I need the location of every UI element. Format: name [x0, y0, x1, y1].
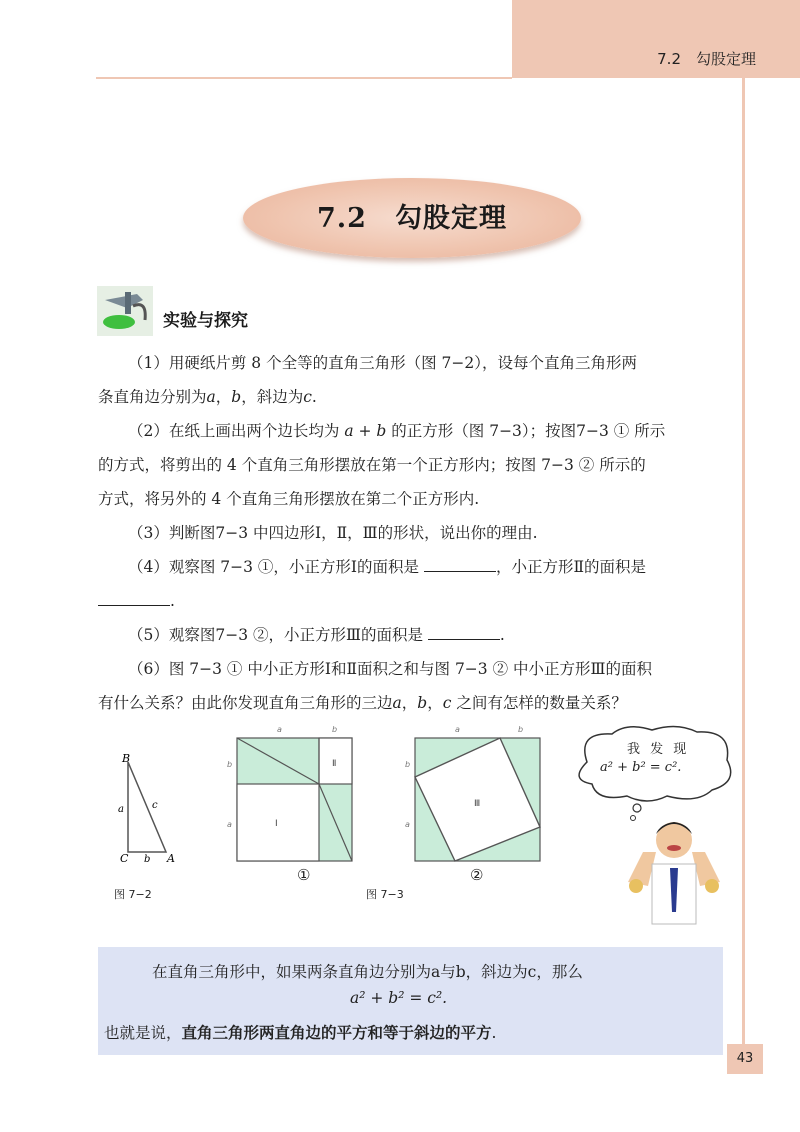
step-4-line-1: （4）观察图 7−3 ①，小正方形Ⅰ的面积是 ，小正方形Ⅱ的面积是 — [128, 558, 647, 576]
side-c-label: c — [152, 800, 158, 811]
step-3: （3）判断图7−3 中四边形Ⅰ，Ⅱ，Ⅲ的形状，说出你的理由. — [128, 524, 538, 542]
svg-text:Ⅱ: Ⅱ — [332, 759, 337, 769]
step-1-line-2: 条直角边分别为a，b，斜边为c. — [98, 388, 317, 406]
side-rule — [742, 78, 745, 1044]
svg-text:a: a — [277, 725, 282, 734]
svg-text:a: a — [227, 820, 232, 829]
svg-text:a: a — [405, 820, 410, 829]
figure-7-3-caption: 图 7−3 — [366, 888, 404, 901]
svg-text:Ⅰ: Ⅰ — [275, 819, 278, 829]
student-illustration — [618, 812, 730, 930]
section-title: 实验与探究 — [163, 311, 248, 331]
figure-sub-label-1: ① — [297, 866, 311, 884]
svg-text:b: b — [332, 725, 338, 734]
side-a-label: a — [118, 804, 124, 815]
figure-7-3-square-1 — [222, 722, 357, 867]
step-2-line-3: 方式，将另外的 4 个直角三角形摆放在第二个正方形内. — [98, 490, 480, 508]
vertex-c-label: C — [120, 852, 129, 864]
section-heading: 7.2 勾股定理 — [317, 203, 507, 234]
step-2-line-1: （2）在纸上画出两个边长均为 a + b 的正方形（图 7−3）；按图7−3 ① 所示 — [128, 422, 666, 440]
exploration-steps — [98, 346, 722, 720]
running-title: 7.2 勾股定理 — [657, 50, 756, 68]
header-tab — [512, 0, 800, 78]
vertex-a-label: A — [167, 852, 175, 864]
side-b-label: b — [144, 854, 151, 864]
step-6-line-2: 有什么关系？由此你发现直角三角形的三边a，b，c 之间有怎样的数量关系？ — [98, 694, 627, 712]
figure-7-3-square-2 — [400, 722, 545, 867]
figure-sub-label-2: ② — [470, 866, 484, 884]
svg-text:b: b — [518, 725, 524, 734]
experiment-icon — [97, 286, 153, 336]
step-6-line-1: （6）图 7−3 ① 中小正方形Ⅰ和Ⅱ面积之和与图 7−3 ② 中小正方形Ⅲ的面积 — [128, 660, 652, 678]
svg-text:a: a — [455, 725, 460, 734]
step-1-line-1: （1）用硬纸片剪 8 个全等的直角三角形（图 7−2），设每个直角三角形两 — [128, 354, 637, 372]
figure-7-2-triangle — [112, 752, 182, 864]
header-rule — [96, 77, 512, 79]
thought-line-1: 我 发 现 — [627, 742, 690, 757]
step-5: （5）观察图7−3 ②，小正方形Ⅲ的面积是 . — [128, 626, 505, 644]
step-2-line-2: 的方式，将剪出的 4 个直角三角形摆放在第一个正方形内；按图 7−3 ② 所示的 — [98, 456, 646, 474]
theorem-formula: a² + b² = c². — [350, 989, 448, 1007]
svg-text:Ⅲ: Ⅲ — [474, 799, 481, 809]
theorem-line-3: 也就是说，直角三角形两直角边的平方和等于斜边的平方. — [104, 1024, 497, 1042]
figure-7-2-caption: 图 7−2 — [114, 888, 152, 901]
svg-text:b: b — [227, 760, 233, 769]
vertex-b-label: B — [122, 752, 131, 765]
page-number: 43 — [727, 1044, 763, 1074]
thought-line-2: a² + b² = c². — [600, 760, 682, 775]
svg-text:b: b — [405, 760, 411, 769]
step-4-line-2: . — [98, 584, 722, 618]
theorem-line-1: 在直角三角形中，如果两条直角边分别为a与b，斜边为c，那么 — [152, 963, 583, 981]
